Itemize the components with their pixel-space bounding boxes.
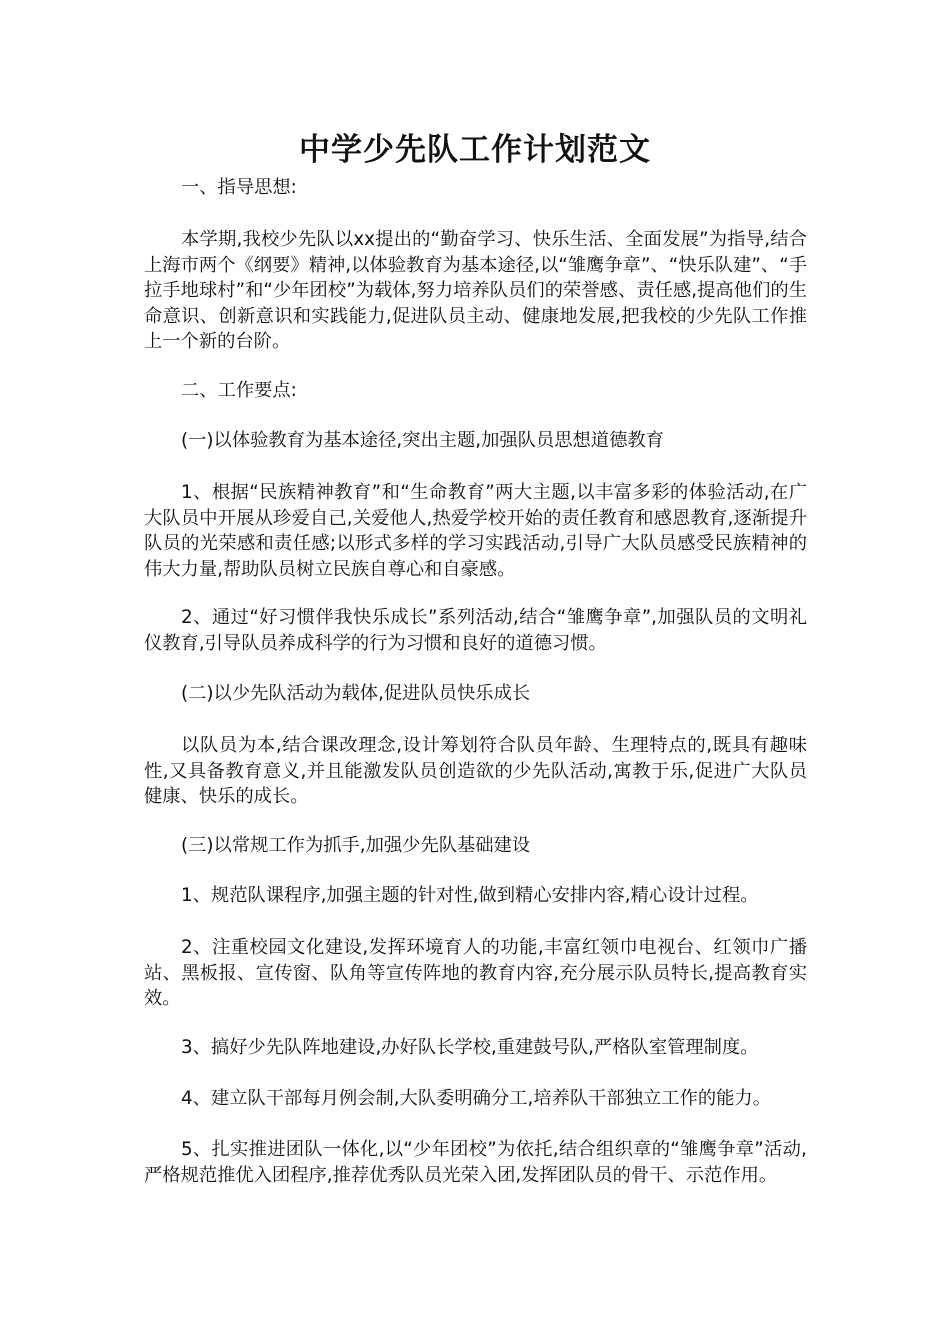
paragraph-item-3-5: 5、扎实推进团队一体化,以“少年团校”为依托,结合组织章的“雏鹰争章”活动,严格规范推优入团程序,推荐优秀队员光荣入团,发挥团队员的骨干、示范作用。	[144, 1139, 807, 1186]
paragraph-item-3-1: 1、规范队课程序,加强主题的针对性,做到精心安排内容,精心设计过程。	[181, 885, 759, 906]
paragraph-guiding-thought: 本学期,我校少先队以xx提出的“勤奋学习、快乐生活、全面发展”为指导,结合上海市两个《纲要》精神,以体验教育为基本途径,以“雏鹰争章”、“快乐队建”、“手拉手地球村”和“少年团校”为载体,努力培养队员们的荣誉感、责任感,提高他们的生命意识、创新意识和实践能力,促进队员主动、健康地发展,把我校的少先队工作推上一个新的台阶。	[144, 229, 807, 352]
document-title: 中学少先队工作计划范文	[299, 132, 651, 168]
paragraph-item-3-4: 4、建立队干部每月例会制,大队委明确分工,培养队干部独立工作的能力。	[181, 1088, 771, 1109]
subsection-heading-1: (一)以体验教育为基本途径,突出主题,加强队员思想道德教育	[181, 430, 664, 451]
section-heading-key-points: 二、工作要点:	[181, 380, 297, 401]
paragraph-item-1-1: 1、根据“民族精神教育”和“生命教育”两大主题,以丰富多彩的体验活动,在广大队员中开展从珍爱自己,关爱他人,热爱学校开始的责任教育和感恩教育,逐渐提升队员的光荣感和责任感;以形式多样的学习实践活动,引导广大队员感受民族精神的伟大力量,帮助队员树立民族自尊心和自豪感。	[144, 482, 807, 580]
paragraph-item-3-3: 3、搞好少先队阵地建设,办好队长学校,重建鼓号队,严格队室管理制度。	[181, 1037, 759, 1058]
subsection-heading-2: (二)以少先队活动为载体,促进队员快乐成长	[181, 683, 531, 704]
paragraph-item-3-2: 2、注重校园文化建设,发挥环境育人的功能,丰富红领巾电视台、红领巾广播站、黑板报、宣传窗、队角等宣传阵地的教育内容,充分展示队员特长,提高教育实效。	[144, 937, 807, 1009]
paragraph-item-2: 以队员为本,结合课改理念,设计筹划符合队员年龄、生理特点的,既具有趣味性,又具备教育意义,并且能激发队员创造欲的少先队活动,寓教于乐,促进广大队员健康、快乐的成长。	[144, 735, 807, 807]
section-heading-guiding-thought: 一、指导思想:	[181, 177, 297, 198]
subsection-heading-3: (三)以常规工作为抓手,加强少先队基础建设	[181, 835, 531, 856]
paragraph-item-1-2: 2、通过“好习惯伴我快乐成长”系列活动,结合“雏鹰争章”,加强队员的文明礼仪教育,引导队员养成科学的行为习惯和良好的道德习惯。	[144, 607, 807, 654]
